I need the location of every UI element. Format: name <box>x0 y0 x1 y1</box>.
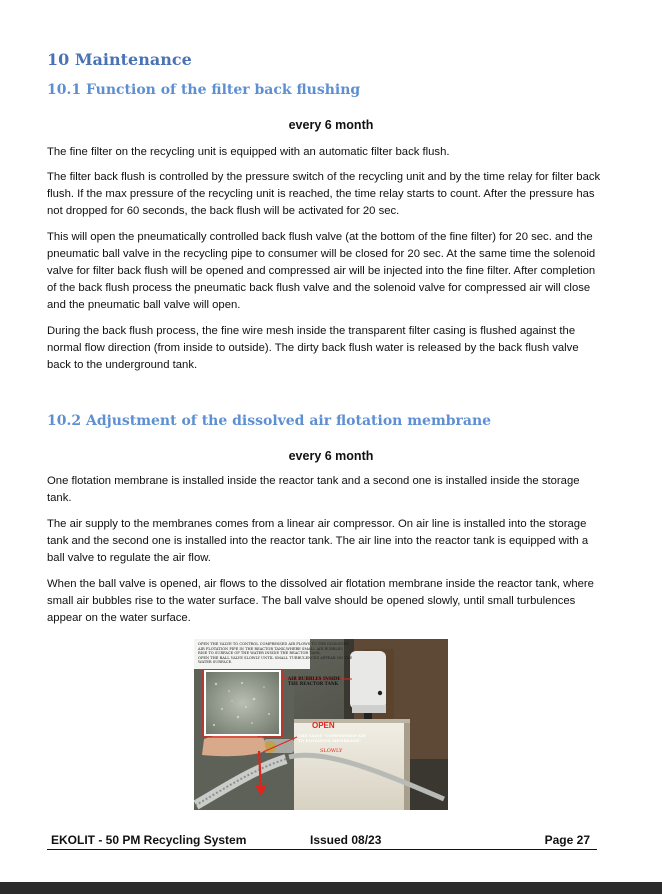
open-label: OPEN <box>312 721 335 730</box>
footer-product: EKOLIT - 50 PM Recycling System <box>51 833 247 847</box>
photo-instruction-note <box>198 642 352 665</box>
valve-label <box>298 733 366 743</box>
air-bubbles-label <box>288 676 341 686</box>
paragraph: This will open the pneumatically controlled back flush valve (at the bottom of the fine filter) for 20 sec. and the pneumatic ball valve in the recycling pipe to consumer will be closed for 20 sec. At the same time the solenoid valve for filter back flush will be opened and compressed air will be injected into the fine filter. After completion of the back flush process the pneumatic back flush valve and the solenoid valve for compressed air will close and the pneumatic ball valve will open. <box>47 231 596 311</box>
valve-label-line: THE VALVE "COMPRESSED AIR <box>298 733 366 738</box>
air-bubbles-label-line: THE REACTOR TANK <box>288 681 339 686</box>
section-title: 10 Maintenance <box>47 50 192 69</box>
paragraph: The air supply to the membranes comes from a linear air compressor. On air line is installed into the storage tank and the second one is installed into the reactor tank. The air line into the reactor tank is equipped with a ball valve to regulate the air flow. <box>47 518 589 564</box>
subsection-title-flotation: 10.2 Adjustment of the dissolved air flotation membrane <box>47 413 492 429</box>
page-footer <box>47 831 597 849</box>
footer-page-number: Page 27 <box>544 833 590 847</box>
subsection-title-back-flushing: 10.1 Function of the filter back flushing <box>47 82 361 98</box>
valve-label-line: TO FLOTATION MEMBRANE" <box>298 738 362 744</box>
slowly-label: SLOWLY <box>320 748 343 754</box>
paragraph: When the ball valve is opened, air flows to the dissolved air flotation membrane inside the reactor tank, where small air bubbles rise to the water surface. The ball valve should be opened slowly, until small turbulences appear on the water surface. <box>47 578 594 624</box>
note-line: OPEN THE BALL VALVE SLOWLY UNTIL SMALL TURBULENCES APPEAR ON THE <box>198 655 353 660</box>
paragraph: The filter back flush is controlled by the pressure switch of the recycling unit and by the time relay for filter back flush. If the max pressure of the recycling unit is reached, the time relay starts to count. After the pressure has not dropped for 60 seconds, the back flush will be activated for 20 sec. <box>47 171 601 217</box>
viewer-bottom-bar <box>0 882 662 894</box>
footer-divider <box>47 849 597 850</box>
valve-photo <box>194 639 448 810</box>
paragraph: The fine filter on the recycling unit is equipped with an automatic filter back flush. <box>47 146 450 158</box>
paragraph: One flotation membrane is installed inside the reactor tank and a second one is installed inside the storage tank. <box>47 475 580 504</box>
air-bubbles-label-line: AIR BUBBLES INSIDE <box>288 676 341 681</box>
paragraph: During the back flush process, the fine wire mesh inside the transparent filter casing is flushed against the normal flow direction (from inside to outside). The dirty back flush water is released by the back flush valve back to the underground tank. <box>47 325 579 371</box>
note-line: RISE TO SURFACE OF THE WATER INSIDE THE REACTOR TANK. <box>198 651 322 656</box>
footer-issued: Issued 08/23 <box>310 833 382 847</box>
note-line: AIR FLOTATION PIPE IN THE REACTOR TANK,WHERE SMALL AIR BUBBLES <box>198 646 343 651</box>
frequency-label: every 6 month <box>288 118 374 132</box>
note-line: OPEN THE VALVE TO CONTROL COMPRESSED AIR FLOWS TO THE DISSOLVED <box>198 642 350 646</box>
frequency-label: every 6 month <box>288 449 374 463</box>
note-line: WATER SURFACE. <box>198 660 233 665</box>
